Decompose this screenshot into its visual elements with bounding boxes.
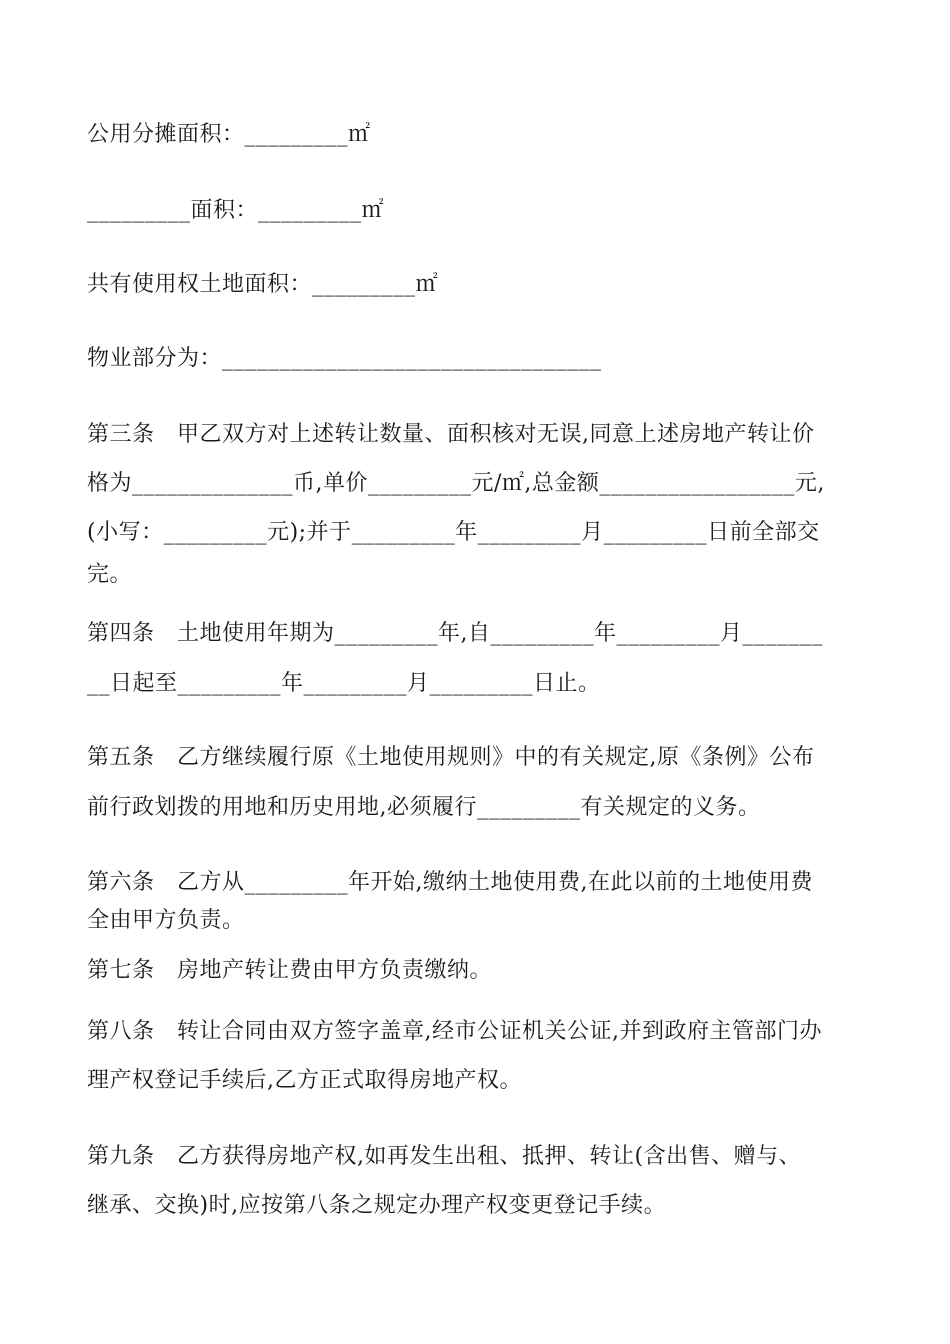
article-9-line-2: 继承、交换)时,应按第八条之规定办理产权变更登记手续。 — [87, 1193, 667, 1218]
line-property-portion: 物业部分为：_________________________________ — [87, 346, 602, 371]
article-8-line-2: 理产权登记手续后,乙方正式取得房地产权。 — [87, 1068, 522, 1093]
line-shared-land-area: 共有使用权土地面积：_________㎡ — [87, 272, 439, 297]
article-6-line-1: 第六条 乙方从_________年开始,缴纳土地使用费,在此以前的土地使用费 — [87, 870, 813, 895]
article-3-line-3: (小写：_________元);并于_________年_________月_________日前全部交 — [87, 520, 820, 545]
article-5-line-1: 第五条 乙方继续履行原《土地使用规则》中的有关规定,原《条例》公布 — [87, 745, 815, 770]
article-4-line-2: __日起至_________年_________月_________日止。 — [87, 671, 601, 696]
article-3-line-1: 第三条 甲乙双方对上述转让数量、面积核对无误,同意上述房地产转让价 — [87, 422, 815, 447]
article-5-line-2: 前行政划拨的用地和历史用地,必须履行_________有关规定的义务。 — [87, 795, 761, 820]
line-public-shared-area: 公用分摊面积：_________㎡ — [87, 122, 371, 147]
article-7: 第七条 房地产转让费由甲方负责缴纳。 — [87, 958, 493, 983]
line-blank-area: _________面积：_________㎡ — [87, 198, 385, 223]
article-3-line-2: 格为______________币,单价_________元/㎡,总金额_________________元, — [87, 471, 825, 496]
article-6-line-2: 全由甲方负责。 — [87, 908, 245, 933]
article-8-line-1: 第八条 转让合同由双方签字盖章,经市公证机关公证,并到政府主管部门办 — [87, 1019, 822, 1044]
article-3-line-4: 完。 — [87, 562, 133, 587]
article-9-line-1: 第九条 乙方获得房地产权,如再发生出租、抵押、转让(含出售、赠与、 — [87, 1144, 802, 1169]
article-4-line-1: 第四条 土地使用年期为_________年,自_________年_________月_______ — [87, 621, 823, 646]
